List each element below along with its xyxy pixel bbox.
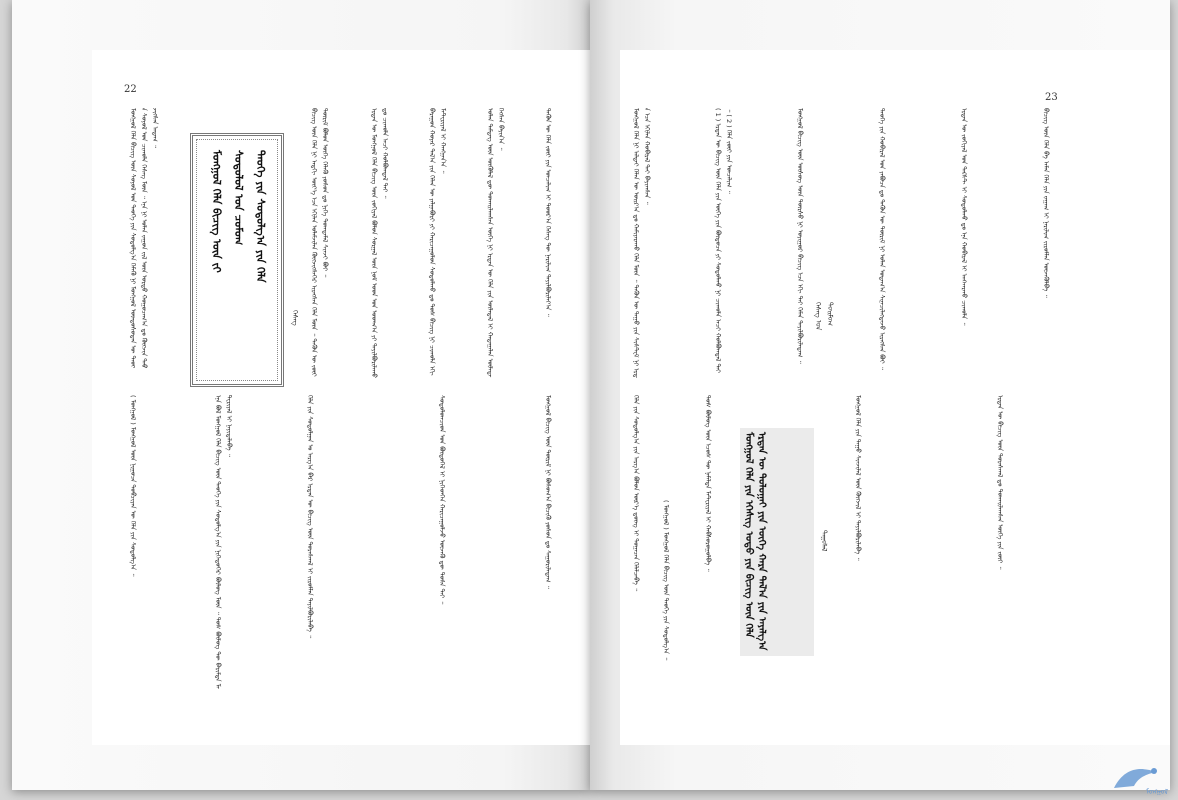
frame-caption: ᠬᠡᠰᠡᠭ [291,310,299,326]
right-text-column-3: ᠮᠣᠩᠭᠣᠯ ᠪᠢᠴᠢᠭ ᠦᠨ ᠦᠰᠦᠭ ᠦᠨ ᠳᠦᠷᠰᠦ ᠨᠢ ᠤᠶᠢᠭᠤᠷ ᠪᠢᠴᠢᠭ ᠡᠴᠡ ᠡᠬᠢ ᠲᠠᠢ ᠬᠡᠮᠡᠨ ᠲᠠᠶᠢᠯᠪᠤᠷᠢᠯᠠᠳᠠᠭ ᠃ [796,108,804,364]
right-text-bottom-3: ᠮᠣᠩᠭᠣᠯ ᠬᠡᠯᠡ ᠶᠢᠨ ᠳᠠᠭᠤ ᠰᠢᠨᠵᠢᠯᠡᠯ ᠦᠨ ᠬᠥᠭᠵᠢᠯ ᠢ ᠲᠠᠶᠢᠯᠪᠤᠷᠢᠯᠠᠪᠠ ᠃ [854,395,862,561]
verse-line-1: ᠮᠣᠩᠭᠣᠯ ᠬᠡᠯᠡ ᠶᠢᠨ ᠡᠭᠡᠰᠢᠭ [743,432,754,529]
right-text-column-1: ᠮᠣᠩᠭᠣᠯ ᠬᠡᠯᠡ ᠨᠢ ᠠᠯᠲᠠᠢ ᠬᠡᠯᠡᠨ ᠦ ᠣᠢᠷ᠎ᠠ ᠳᠤ ᠬᠠᠮᠢᠶᠠᠷᠠᠬᠤ ᠬᠡᠯᠡ ᠮᠥᠨ ᠃ ᠲᠡᠭᠦᠨ ᠦ ᠳᠠᠭᠤ ᠶᠢᠨ ᠰᠢᠰᠲ᠋ᠧᠮ ᠨᠢ ᠡᠷᠲᠡ ᠡᠴᠡ ᠡᠬᠢᠯᠡᠨ ᠬᠤᠪᠢᠷᠠᠯ ᠲᠠᠢ ᠪᠠᠶᠢᠭᠰᠠᠨ ᠃ [632,108,651,378]
left-text-bottom-3: ᠰᠤᠳᠤᠯᠤᠭᠴᠢᠳ ᠤᠨ ᠪᠦᠲᠦᠭᠡᠯ ᠢ ᠨᠢᠭᠡᠳᠬᠡᠨ ᠬᠠᠷᠢᠴᠠᠭᠤᠯᠵᠤ ᠦᠵᠡᠬᠦ ᠳᠦ ᠲᠤᠰᠠ ᠲᠠᠢ ᠃ [438,395,446,605]
left-text-bottom-1: ᠡᠨᠡ ᠪᠣᠯ ᠮᠣᠩᠭᠣᠯ ᠬᠡᠯᠡ ᠪᠢᠴᠢᠭ ᠦᠨ ᠲᠡᠦᠬᠡ ᠶᠢᠨ ᠰᠤᠳᠤᠯᠭ᠎ᠠ ᠶᠢᠨ ᠨᠢᠭᠡᠳᠦᠭᠡᠷ ᠪᠦᠯᠦᠭ ᠮᠥᠨ ᠃ ᠲᠤᠰ ᠪᠦᠯᠦᠭ ᠲᠦ ᠪᠠᠷᠢᠮᠲᠠ ᠮᠠᠲ᠋ᠧᠷᠢᠶᠠᠯ ᠢ ᠨᠡᠶᠢᠲᠡᠯᠡᠪᠡ ᠃ [214,395,233,689]
right-text-bottom-1: ᠬᠡᠯᠡ ᠶᠢᠨ ᠰᠤᠳᠤᠯᠭ᠎ᠠ ᠶᠢᠨ ᠠᠷᠭ᠎ᠠ ᠪᠣᠯᠤᠨ ᠦᠷ᠎ᠡ ᠳ᠋ᠦᠩ ᠢ ᠲᠣᠭᠠᠴᠠᠨ ᠬᠡᠯᠡᠯᠴᠡᠪᠡ ᠃ [632,395,640,592]
right-text-bottom-4: ᠡᠷᠲᠡᠨ ᠦ ᠪᠢᠴᠢᠭ ᠦᠨ ᠳᠤᠷᠠᠰᠬᠠᠯ ᠳᠤ ᠲᠤᠬᠠᠢᠯᠠᠭᠰᠠᠨ ᠦᠭᠡ ᠶᠢᠨ ᠵᠦᠢ ᠃ [996,395,1004,570]
verse-line-3: ᠡᠷᠲᠡᠨ ᠦ ᠲᠤᠯᠤᠭᠠᠢ ᠶᠢᠨ ᠦᠭᠡ [756,432,767,550]
verse-line-2: ᠣᠳᠣ ᠶᠢᠨ ᠪᠢᠴᠢᠭ ᠦᠨ ᠬᠡᠯᠡ [743,531,754,638]
right-text-column-6: ᠪᠢᠴᠢᠭ ᠦᠨ ᠬᠡᠯᠡ ᠪᠠ ᠠᠮᠠᠨ ᠬᠡᠯᠡ ᠶᠢᠨ ᠵᠠᠭᠠᠭ ᠢ ᠨᠠᠷᠢᠯᠢᠭ ᠵᠢᠷᠤᠮᠯᠠᠨ ᠦᠵᠡᠭᠦᠯᠪᠡ ᠃ [1042,108,1050,298]
left-text-column-2: ᠪᠢᠴᠢᠭ ᠦᠨ ᠬᠡᠯᠡ ᠨᠢ ᠠᠳ᠋ᠬᠢ ᠦᠶ᠎ᠡ ᠡᠴᠡ ᠡᠬᠢᠯᠡᠨ ᠤᠯᠠᠮᠵᠢᠯᠠᠨ ᠬᠥᠭᠵᠢᠭᠰᠡᠭᠡᠷ ᠢᠷᠡᠭᠰᠡᠨ ᠬᠡᠯᠡ ᠮᠥᠨ ᠃ ᠲᠡᠭᠦᠨ ᠦ ᠵᠦᠢ ᠳᠦᠷᠢᠮ ᠪᠣᠯᠤᠨ ᠦᠭᠡ ᠬᠡᠯᠡᠬᠦ ᠶᠣᠰᠣᠨ ᠳᠤ ᠨᠢᠭᠡ ᠲᠣᠭᠲᠠᠮᠠᠯ ᠰᠢᠨᠵᠢ ᠪᠤᠢ ᠃ [310,108,329,377]
page-number-left: 22 [124,84,137,95]
left-text-column-1: ᠮᠣᠩᠭᠣᠯ ᠬᠡᠯᠡ ᠪᠢᠴᠢᠭ ᠦᠨ ᠰᠣᠶᠤᠯ ᠤᠨ ᠲᠡᠦᠬᠡ ᠶᠢᠨ ᠰᠤᠳᠤᠯᠭ᠎ᠠ ᠬᠡᠮᠡᠬᠦ ᠨᠢ ᠮᠣᠩᠭᠣᠯ ᠦᠨᠳᠦᠰᠦᠲᠡᠨ ᠦ ᠲᠡᠦᠬᠡ ᠰᠣᠶᠤᠯ ᠤᠨ ᠴᠢᠬᠤᠯᠠ ᠬᠡᠰᠡᠭ ᠮᠥᠨ ᠃ ᠡᠨᠡ ᠨᠢ ᠣᠯᠠᠨ ᠵᠠᠭᠤᠨ ᠵᠢᠯ ᠦᠨ ᠤᠷᠲᠤ ᠬᠤᠭᠤᠴᠠᠭ᠎ᠠ ᠳᠤ ᠬᠦᠭᠵᠢᠨ ᠳᠡᠪᠵᠢᠭᠰᠡᠨ ᠠᠳᠠᠭ ᠃ [129,108,159,368]
left-text-column-4: ᠪᠠᠷᠠᠭᠤᠨ ᠬᠣᠶᠠᠷ ᠲᠠᠯ᠎ᠠ ᠶᠢᠨ ᠬᠡᠯᠡᠨ ᠦ ᠶᠠᠯᠭᠠᠪᠤᠷᠢ ᠶᠢ ᠬᠠᠷᠢᠴᠠᠭᠤᠯᠤᠨ ᠰᠤᠳᠤᠯᠬᠤ ᠳᠤ ᠲᠤᠰ ᠪᠢᠴᠢᠭ ᠨᠢ ᠴᠢᠬᠤᠯᠠ ᠡᠬᠢ ᠮᠠᠲ᠋ᠧᠷᠢᠶᠠᠯ ᠢ ᠬᠠᠩᠭᠠᠨ᠎ᠠ ᠃ [428,108,447,376]
left-text-column-5: ᠣᠯᠠᠨ ᠲᠡᠮᠳᠡᠭ ᠦᠨ ᠦᠬᠦᠯᠡᠯ ᠳᠦ ᠲᠤᠬᠠᠢᠯᠠᠭᠰᠠᠨ ᠦᠭᠡ ᠨᠢ ᠡᠷᠲᠡᠨ ᠦ ᠬᠡᠯᠡ ᠶᠢᠨ ᠦᠯᠡᠳᠡᠯ ᠢ ᠬᠠᠳᠠᠭᠠᠯᠠᠨ ᠦᠯᠡᠳᠡᠭᠡᠭᠰᠡᠨ ᠪᠠᠶᠢᠨ᠎ᠠ ᠃ [486,108,505,377]
frame-title-line-2: ᠰᠤᠳᠤᠯᠤᠯ ᠤᠨ ᠴᠤᠮᠤᠭ [232,150,245,246]
left-page [12,0,590,790]
publisher-logo-text: ᠮᠣᠩᠭᠣᠯ [1145,788,1168,796]
frame-title-line-3: ᠲᠡᠦᠬᠡ ᠶᠢᠨ ᠰᠤᠳᠤᠯᠭ᠎ᠠ ᠶᠢᠨ ᠬᠡᠯᠡ [254,150,267,283]
page-number-right: 23 [1045,92,1058,103]
right-page [590,0,1170,790]
left-text-bottom-4: ᠮᠣᠩᠭᠣᠯ ᠪᠢᠴᠢᠭ ᠦᠨ ᠳᠦᠷᠢᠮ ᠨᠢ ᠪᠣᠰᠤᠭ᠎ᠠ ᠪᠢᠴᠢᠬᠦ ᠶᠣᠰᠣᠨ ᠳᠤ ᠰᠠᠭᠤᠷᠢᠯᠠᠳᠠᠭ ᠃ [544,395,552,589]
right-text-column-5: ᠡᠷᠲᠡᠨ ᠦ ᠵᠣᠬᠢᠶᠠᠯ ᠤᠨ ᠲᠡᠺᠰᠲ ᠢ ᠰᠤᠳᠤᠯᠬᠤ ᠳᠤ ᠡᠨᠡ ᠬᠤᠪᠢᠷᠠᠯ ᠢ ᠠᠩᠬᠠᠷᠬᠤ ᠴᠢᠬᠤᠯᠠ ᠃ [960,108,968,326]
left-footnote: ( ᠮᠣᠩᠭᠣᠯ ) ᠮᠣᠩᠭᠣᠯ ᠦᠨ ᠨᠢᠭᠤᠴᠠ ᠲᠣᠪᠴᠢᠶᠠᠨ ᠦ ᠬᠡᠯᠡ ᠶᠢᠨ ᠰᠤᠳᠤᠯᠭ᠎ᠠ ᠃ [129,395,137,577]
right-text-column-4: ᠲᠡᠦᠬᠡ ᠶᠢᠨ ᠬᠤᠪᠢᠷᠠᠯ ᠤᠨ ᠶᠠᠪᠤᠴᠠ ᠳᠤ ᠲᠡᠭᠦᠨ ᠦ ᠳᠦᠷᠢᠮ ᠨᠢ ᠣᠯᠠᠨ ᠤᠳᠠᠭ᠎ᠠ ᠰᠢᠨᠡᠴᠢᠯᠡᠭᠳᠡᠵᠦ ᠢᠷᠡᠭᠰᠡᠨ ᠪᠤᠢ ᠃ [878,108,886,370]
verse-line-4: ᠬᠠᠷᠠ ᠲᠠᠯ᠎ᠠ ᠶᠢᠨ ᠠᠶᠠᠯᠭ᠎ᠠ [756,553,767,651]
right-text-bottom-2: ᠲᠤᠰ ᠪᠦᠯᠦᠭ ᠦᠨ ᠡᠴᠦᠰ ᠲᠦ ᠨᠡᠮᠡᠯᠲᠡ ᠮᠠᠲ᠋ᠧᠷᠢᠶᠠᠯ ᠢ ᠬᠠᠪᠰᠤᠷᠤᠭᠤᠯᠪᠠ ᠃ [704,395,712,572]
title-frame [190,133,284,387]
verse-label: ᠳᠠᠭᠤᠯᠠᠯ [820,530,828,552]
left-text-column-6: ᠲᠡᠭᠦᠨ ᠦ ᠬᠡᠯᠡ ᠵᠦᠢ ᠶᠢᠨ ᠣᠨᠴᠠᠯᠢᠭ ᠢ ᠳᠣᠣᠷ᠎ᠠ ᠬᠡᠰᠡᠭ ᠲᠦ ᠨᠠᠷᠢᠯᠢᠭ ᠲᠠᠶᠢᠯᠪᠤᠷᠢᠯᠠᠶ᠎ᠠ ᠃ [544,108,552,317]
left-text-column-3: ᠡᠷᠲᠡᠨ ᠦ ᠮᠣᠩᠭᠣᠯ ᠬᠡᠯᠡ ᠪᠢᠴᠢᠭ ᠦᠨ ᠵᠣᠬᠢᠶᠠᠯ ᠪᠣᠯᠤᠨ ᠰᠤᠷᠭᠠᠯ ᠦᠨ ᠨᠣᠮ ᠤᠳ ᠤᠨ ᠤᠳᠬ᠎ᠠ ᠶᠢ ᠲᠠᠶᠢᠯᠪᠤᠷᠢᠯᠠᠬᠤ ᠳᠤ ᠴᠢᠬᠤᠯᠠ ᠠᠴᠢ ᠬᠣᠯᠪᠣᠭᠳᠠᠯ ᠲᠠᠢ ᠃ [370,108,389,378]
right-footnote: ( ᠮᠣᠩᠭᠣᠯ ) ᠮᠣᠩᠭᠣᠯ ᠬᠡᠯᠡ ᠪᠢᠴᠢᠭ ᠦᠨ ᠲᠡᠦᠬᠡ ᠶᠢᠨ ᠰᠤᠳᠤᠯᠭ᠎ᠠ ᠃ [662,500,670,661]
frame-title-line-1: ᠮᠣᠩᠭᠣᠯ ᠬᠡᠯᠡ ᠪᠢᠴᠢᠭ ᠦᠨ ᠵᠢ [210,150,223,273]
right-text-column-2: ( 1 ) ᠡᠷᠲᠡᠨ ᠦ ᠪᠢᠴᠢᠭ ᠦᠨ ᠬᠡᠯᠡ ᠶᠢᠨ ᠦᠭᠡ ᠶᠢᠨ ᠪᠦᠲᠦᠴᠡ ᠶᠢ ᠰᠤᠳᠤᠯᠬᠤ ᠨᠢ ᠴᠢᠬᠤᠯᠠ ᠠᠴᠢ ᠬᠣᠯᠪᠣᠭᠳᠠᠯ ᠲᠠᠢ ᠃ ( 2 ) ᠬᠡᠯᠡ ᠵᠦᠢ ᠶᠢᠨ ᠣᠨᠴᠠᠯᠢᠭ ᠃ [714,108,733,373]
section-label: ᠬᠡᠰᠡᠭ ᠤᠨ ᠲᠣᠢᠮᠣᠭ [814,302,834,331]
verse-block [740,428,814,656]
left-text-bottom-2: ᠬᠡᠯᠡ ᠶᠢᠨ ᠰᠤᠳᠤᠯᠭᠠᠨ ᠤ ᠠᠷᠭ᠎ᠠ ᠪᠠᠷ ᠡᠷᠲᠡᠨ ᠦ ᠪᠢᠴᠢᠭ ᠦᠨ ᠳᠤᠷᠠᠰᠬᠠᠯ ᠢ ᠵᠢᠷᠤᠮᠯᠠᠨ ᠲᠠᠶᠢᠯᠪᠤᠷᠢᠯᠠᠪᠠ ᠃ [306,395,314,639]
open-book [6,0,1172,800]
